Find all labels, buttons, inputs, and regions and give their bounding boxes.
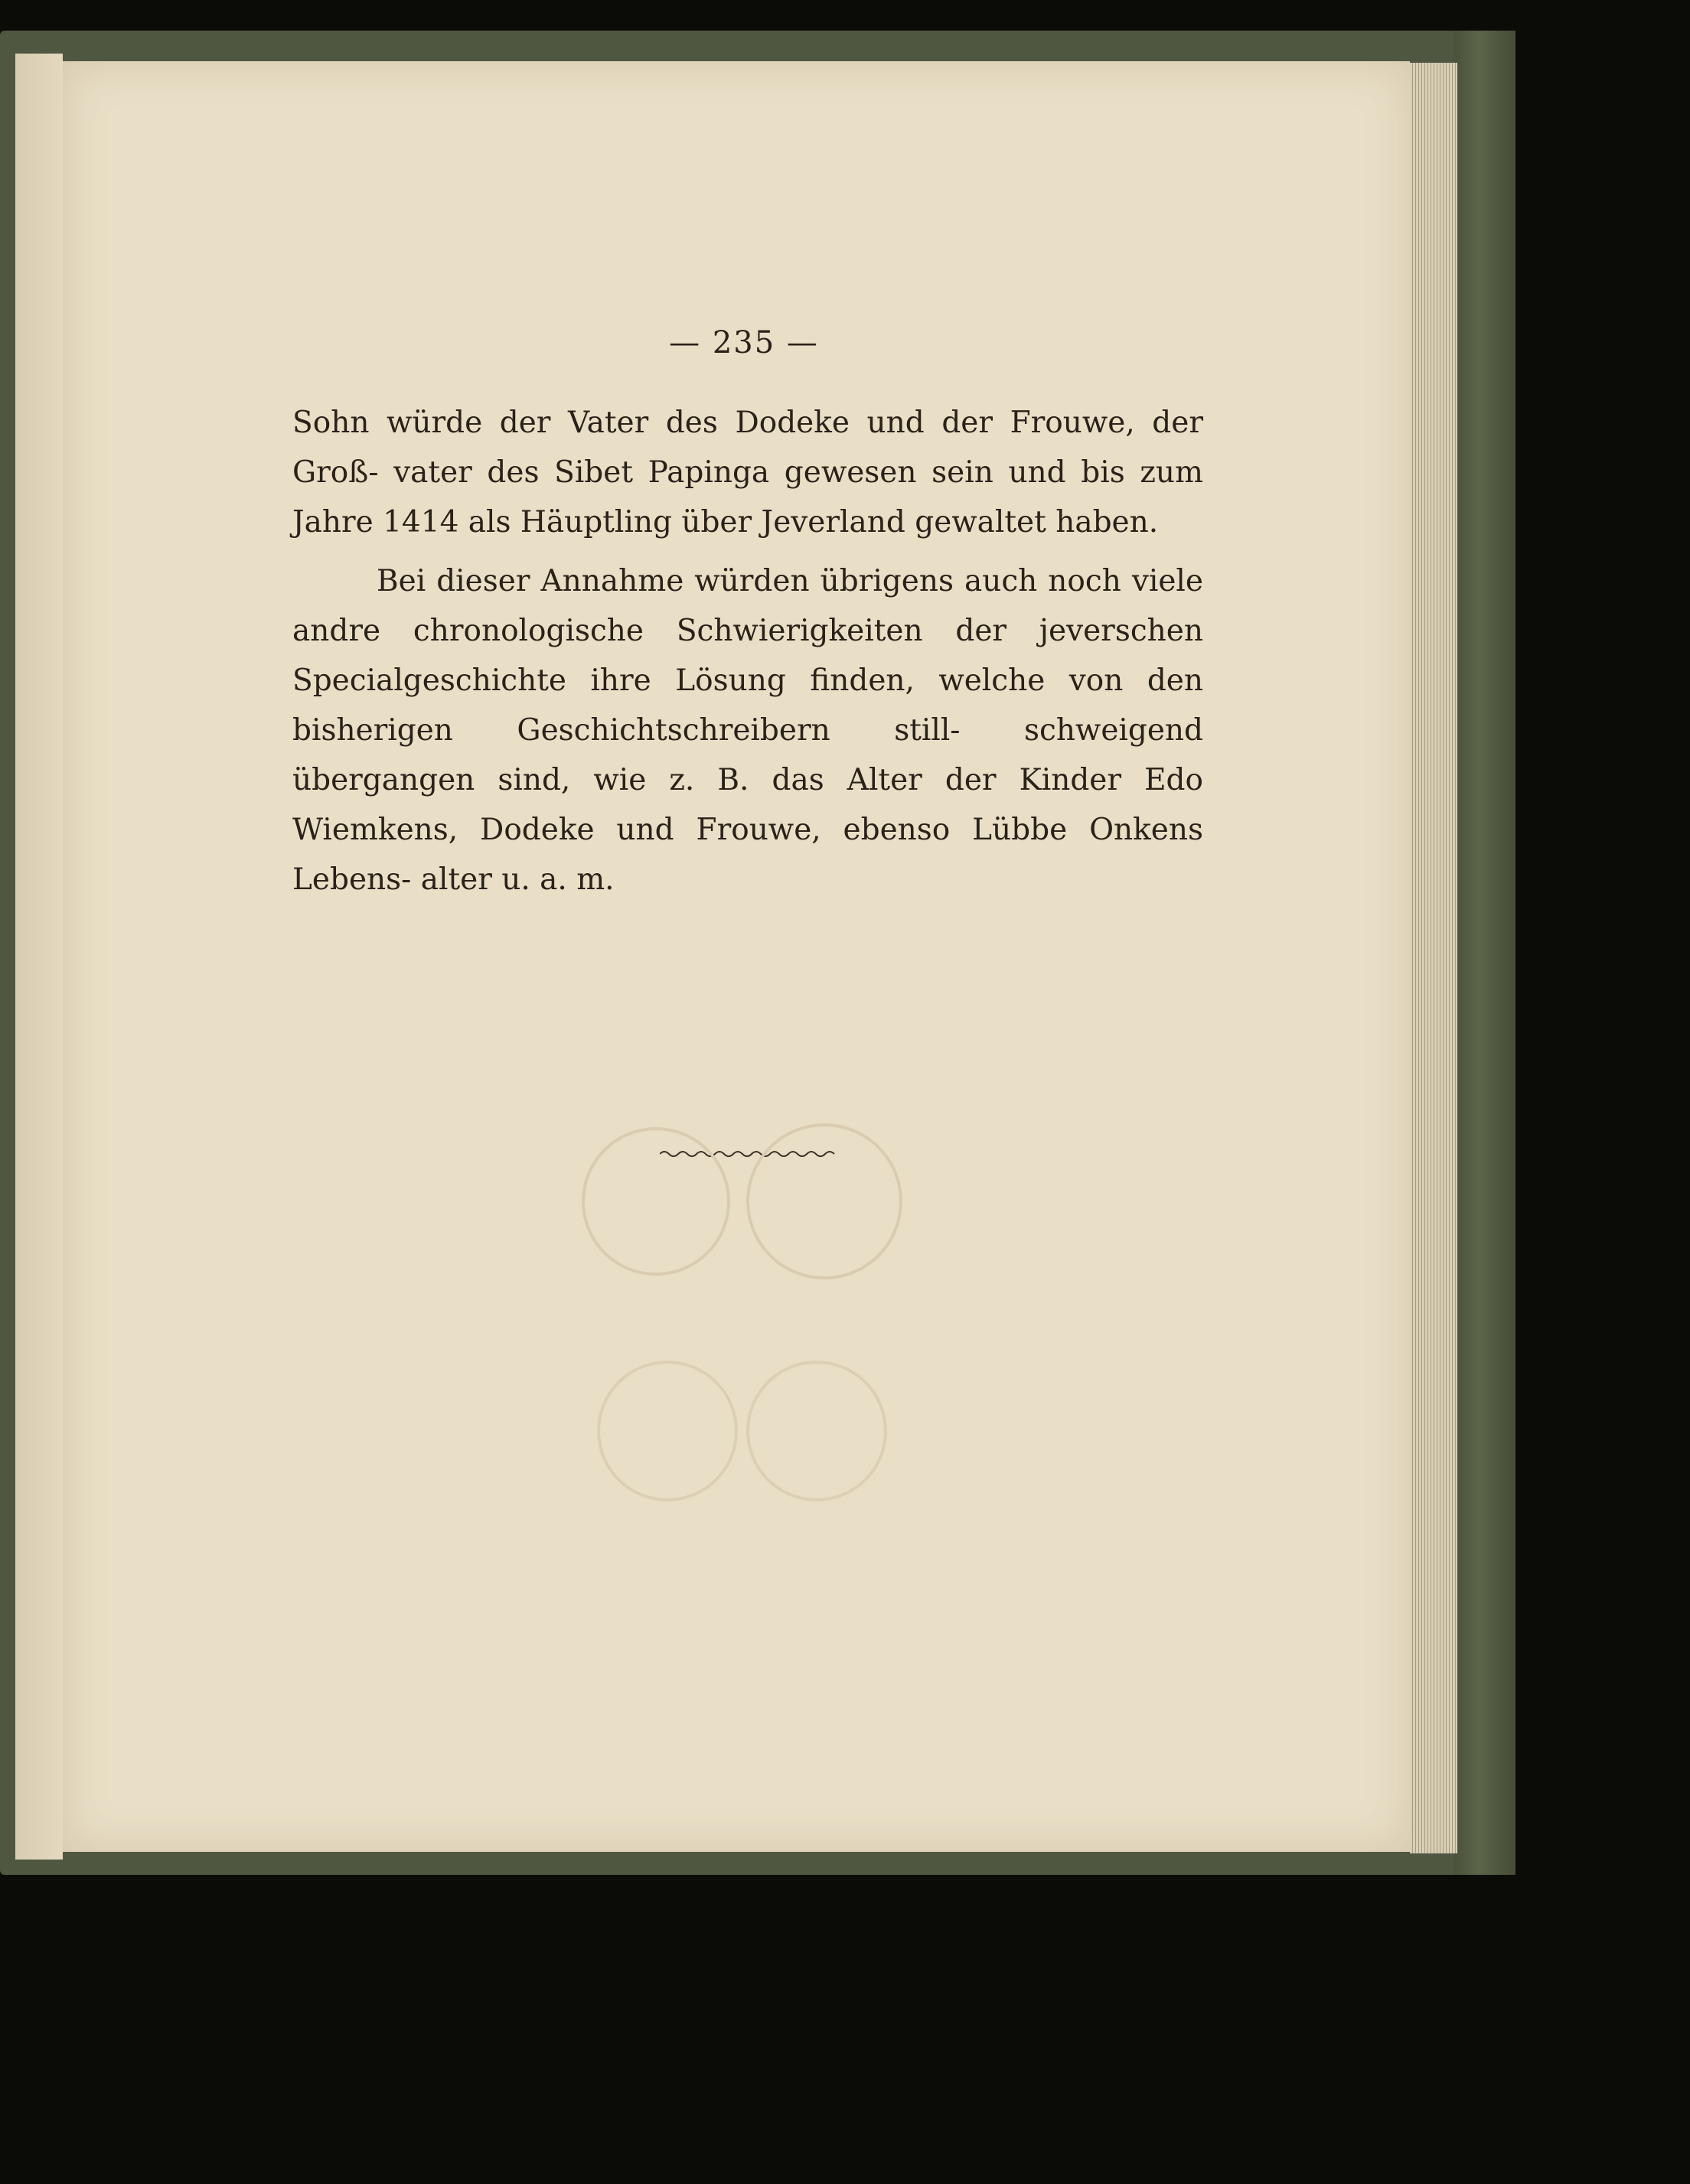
show-through-coin-impression-lower <box>568 1347 920 1515</box>
show-through-coin-impression-upper <box>568 1117 920 1286</box>
body-text <box>292 398 1203 905</box>
page-number: — 235 — <box>669 325 819 360</box>
page <box>63 61 1410 1852</box>
paragraph-1: Sohn würde der Vater des Dodeke und der Frouwe, der Groß- vater des Sibet Papinga gewesen sein und bis zum Jahre 1414 als Häuptling über Jeverland gewaltet haben. <box>292 406 1203 539</box>
facing-page-edge <box>15 54 63 1860</box>
book-cover-edge <box>1454 31 1515 1875</box>
paragraph-2: Bei dieser Annahme würden übrigens auch noch viele andre chronologische Schwierigkeiten der jeverschen Specialgeschichte ihre Lösung finden, welche von den bisherigen Geschichtschreibern still- schweigend übergangen sind, wie z. B. das Alter der Kinder Edo Wiemkens, Dodeke und Frouwe, ebenso Lübbe Onkens Lebens- alter u. a. m. <box>292 564 1203 897</box>
